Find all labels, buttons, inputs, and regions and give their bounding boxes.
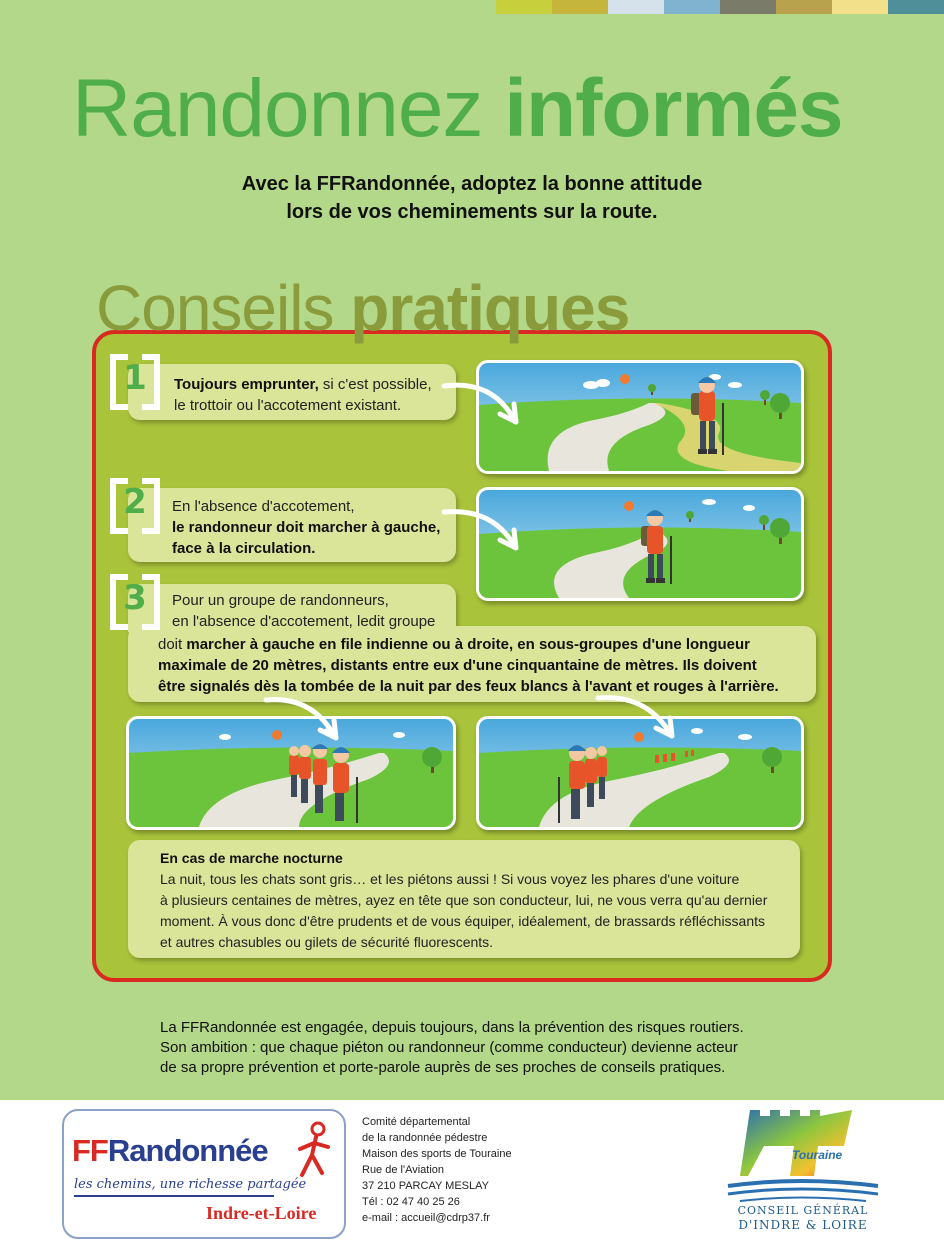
strip-swatch [608,0,664,14]
tip-3-line5: être signalés dès la tombée de la nuit par des feux blancs à l'avant et rouges à l'arrière. [158,678,779,695]
address-block [362,1114,512,1226]
tip-3-digit: 3 [123,578,147,618]
strip-swatch [496,0,552,14]
strip-swatch [720,0,776,14]
tip-3-line4: maximale de 20 mètres, distants entre eux d'une cinquantaine de mètres. Ils doivent [158,657,757,674]
night-heading: En cas de marche nocturne [160,850,343,866]
logo-tagline: les chemins, une richesse partagée [74,1177,307,1192]
address-line: Comité départemental [362,1116,471,1128]
page-title [72,63,843,154]
cg-name: D'INDRE & LOIRE [738,1218,868,1232]
tip-1-bold: Toujours emprunter, [174,376,319,393]
arrow-icon [262,692,352,742]
ffrandonnee-logo [62,1109,346,1239]
cg-touraine: Touraine [792,1148,843,1162]
subtitle-line: Avec la FFRandonnée, adoptez la bonne attitude [241,173,703,195]
strip-swatch [552,0,608,14]
sun-icon [620,374,630,384]
tip-3-text-wide [158,634,779,697]
logo-randonnee: Randonnée [107,1133,268,1168]
logo-region: Indre-et-Loire [206,1203,317,1223]
section-title [96,272,630,344]
address-line: Rue de l'Aviation [362,1164,445,1176]
tip-1-digit: 1 [123,358,147,398]
arrow-icon [440,504,530,554]
title-bold: informés [504,63,843,154]
tip-1-after: si c'est possible, [318,376,432,393]
tip-3-line3: marcher à gauche en file indienne ou à droite, en sous-groupes d'une longueur [186,636,751,653]
tip-1-number [110,354,160,410]
address-line: 37 210 PARCAY MESLAY [362,1180,489,1192]
tip-1-line2: le trottoir ou l'accotement existant. [174,397,402,414]
address-line: Tél : 02 47 40 25 26 [362,1196,460,1208]
strip-swatch [440,0,496,14]
color-strip [440,0,944,14]
tip-2-digit: 2 [123,482,147,522]
night-line: et autres chasubles ou gilets de sécurité fluorescents. [160,934,494,950]
strip-swatch [776,0,832,14]
night-line: La nuit, tous les chats sont gris… et les piétons aussi ! Si vous voyez les phares d'une voiture [160,871,740,887]
night-text [160,848,767,953]
strip-swatch [832,0,888,14]
tip-3-text [172,590,435,632]
section-title-bold: pratiques [350,272,630,344]
tip-3-number [110,574,160,630]
tip-3-line3-prefix: doit [158,636,187,653]
tip-1-text [174,374,432,416]
tip-2-line1: En l'absence d'accotement, [172,498,355,515]
tip-3-line2: en l'absence d'accotement, ledit groupe [172,613,436,630]
night-line: moment. À vous donc d'être prudents et de vous équiper, idéalement, de brassards réfléchissants [160,913,766,929]
closing-line: Son ambition : que chaque piéton ou randonneur (comme conducteur) devienne acteur [160,1039,738,1056]
cg-name: CONSEIL GÉNÉRAL [737,1204,869,1217]
arrow-icon [594,690,684,740]
footer [0,1100,944,1250]
tip-2-text [172,496,440,559]
walker-logo-icon [292,1121,336,1181]
sun-icon [624,501,634,511]
section-title-light: Conseils [96,272,351,344]
title-light: Randonnez [72,63,505,154]
strip-swatch [664,0,720,14]
night-line: à plusieurs centaines de mètres, ayez en tête que son conducteur, lui, ne vous verra qu'au dernier [160,892,768,908]
address-line: de la randonnée pédestre [362,1132,488,1144]
logo-wordmark [72,1133,268,1169]
tip-2-number [110,478,160,534]
closing-text [160,1018,744,1078]
tip-2-line3: face à la circulation. [172,540,316,557]
address-email[interactable]: e-mail : accueil@cdrp37.fr [362,1212,490,1224]
arrow-icon [440,378,530,428]
closing-line: La FFRandonnée est engagée, depuis toujours, dans la prévention des risques routiers. [160,1019,744,1036]
tip-2-line2: le randonneur doit marcher à gauche, [172,519,441,536]
subtitle-line: lors de vos cheminements sur la route. [286,201,658,223]
address-line: Maison des sports de Touraine [362,1148,512,1160]
logo-underline [74,1195,274,1197]
closing-line: de sa propre prévention et porte-parole auprès de ses proches de conseils pratiques. [160,1059,726,1076]
tip-3-line1: Pour un groupe de randonneurs, [172,592,389,609]
strip-swatch [888,0,944,14]
subtitle [0,170,944,226]
logo-ff: FF [72,1133,108,1168]
